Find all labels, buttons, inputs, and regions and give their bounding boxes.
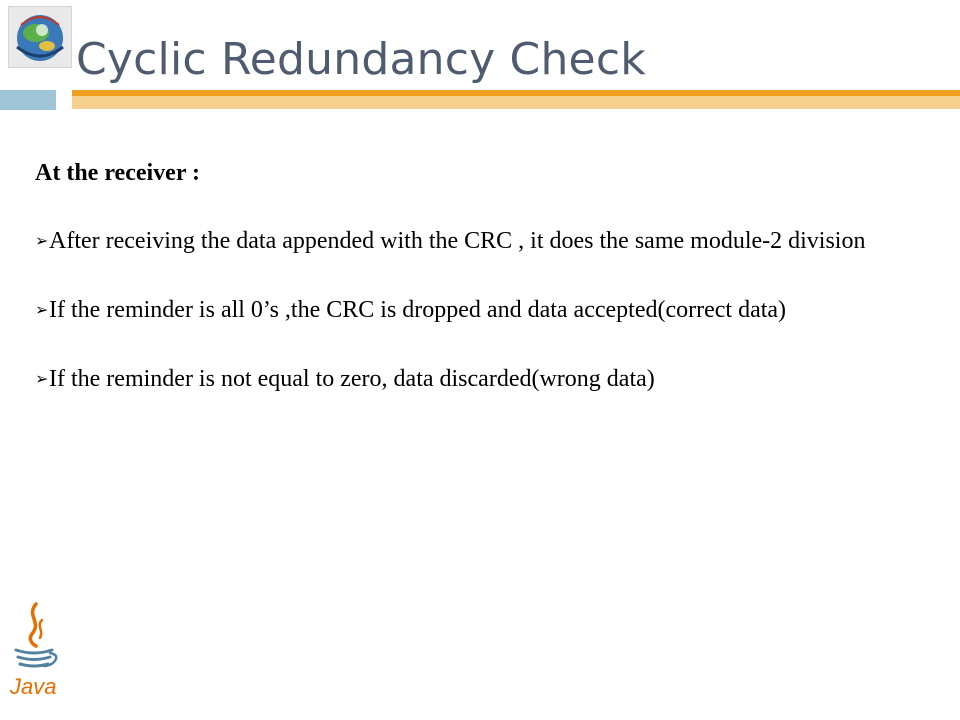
title-underline-bar (72, 90, 960, 110)
java-flame-icon (30, 604, 42, 646)
arrow-bullet-icon: ➢ (35, 371, 49, 388)
bullet-text: If the reminder is not equal to zero, data discarded(wrong data) (49, 366, 655, 392)
arrow-bullet-icon: ➢ (35, 302, 49, 319)
section-heading: At the receiver : (35, 160, 201, 186)
java-wordmark: Java (10, 674, 57, 699)
bullet-text: If the reminder is all 0’s ,the CRC is dropped and data accepted(correct data) (49, 297, 787, 323)
slide-title: Cyclic Redundancy Check (76, 34, 646, 85)
institution-logo (8, 6, 72, 68)
java-logo (8, 600, 60, 700)
title-accent-block (0, 90, 56, 110)
bullet-item (35, 362, 915, 397)
slide-body (35, 156, 915, 431)
arrow-bullet-icon: ➢ (35, 233, 49, 250)
bullet-item (35, 293, 915, 328)
java-cup-icon (16, 650, 56, 666)
bullet-text: After receiving the data appended with the CRC , it does the same module-2 division (49, 228, 866, 254)
bullet-item (35, 224, 915, 259)
